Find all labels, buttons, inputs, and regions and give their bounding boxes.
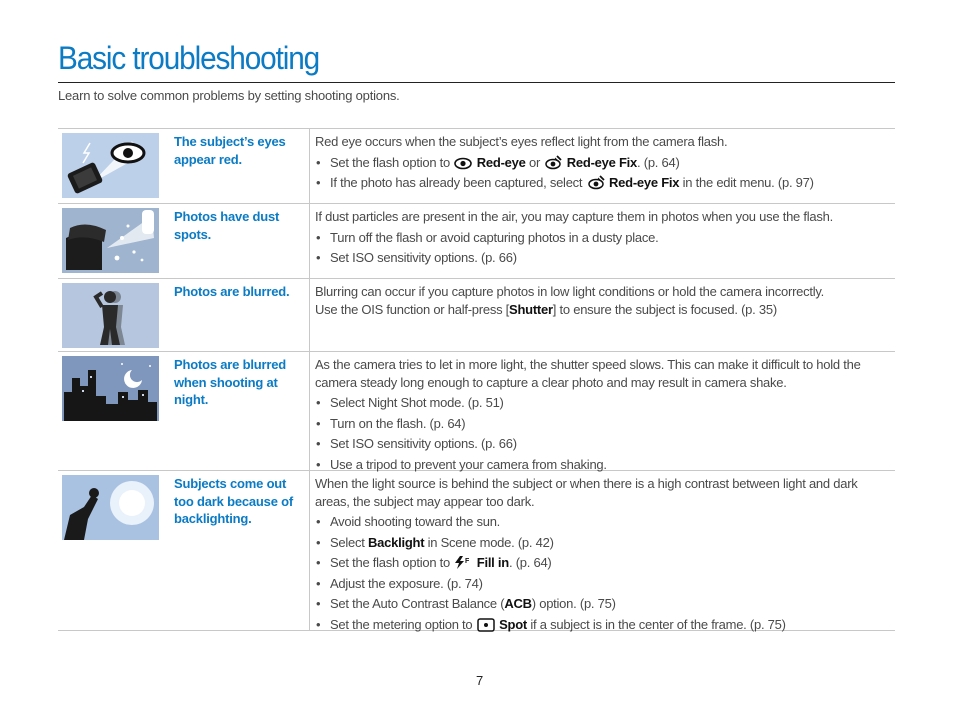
- list-item: • Set ISO sensitivity options. (p. 66): [315, 249, 887, 267]
- solution-intro: If dust particles are present in the air, you may capture them in photos when you use the flash.: [315, 209, 833, 224]
- page-title: Basic troubleshooting: [58, 40, 320, 76]
- night-city-illustration-icon: [62, 356, 159, 421]
- problem-label: Photos are blurred.: [174, 284, 290, 299]
- problem-label: Photos are blurred when shooting at night.: [174, 357, 286, 407]
- red-eye-illustration-icon: [62, 133, 159, 198]
- solution-intro-2: Use the OIS function or half-press [Shutter] to ensure the subject is focused. (p. 35): [315, 301, 777, 317]
- list-item: • If the photo has already been captured, select Red-eye Fix in the edit menu. (p. 97): [315, 174, 887, 192]
- list-item: • Set ISO sensitivity options. (p. 66): [315, 435, 887, 453]
- list-item: • Select Backlight in Scene mode. (p. 42): [315, 534, 887, 552]
- page-number: 7: [476, 673, 484, 688]
- fill-in-flash-icon: [454, 555, 472, 570]
- list-item: • Set the flash option to F Fill in. (p. 64): [315, 554, 887, 572]
- red-eye-flash-icon: [454, 157, 472, 170]
- solution-intro: Blurring can occur if you capture photos in low light conditions or hold the camera incorrectly.: [315, 284, 825, 299]
- list-item: • Turn on the flash. (p. 64): [315, 415, 887, 433]
- solution-cell: [309, 279, 895, 351]
- table-row-backlighting: [58, 471, 895, 631]
- dust-spots-illustration-icon: [62, 208, 159, 273]
- solution-intro: When the light source is behind the subject or when there is a high contrast between light and dark areas, the subject may appear too dark.: [315, 476, 858, 509]
- problem-label: The subject’s eyes appear red.: [174, 134, 286, 167]
- list-item: • Adjust the exposure. (p. 74): [315, 575, 887, 593]
- solution-cell: [309, 129, 895, 203]
- red-eye-fix-icon: [587, 175, 605, 190]
- list-item: • Avoid shooting toward the sun.: [315, 513, 887, 531]
- problem-label: Subjects come out too dark because of backlighting.: [174, 476, 294, 526]
- list-item: • Turn off the flash or avoid capturing photos in a dusty place.: [315, 229, 887, 247]
- title-divider: [58, 82, 895, 83]
- solution-cell: [309, 471, 895, 630]
- table-row-night-blur: [58, 352, 895, 471]
- page-subtitle: Learn to solve common problems by setting shooting options.: [58, 88, 400, 103]
- solution-cell: [309, 352, 895, 470]
- list-item: • Set the metering option to Spot if a subject is in the center of the frame. (p. 75): [315, 616, 887, 634]
- list-item: • Use a tripod to prevent your camera from shaking.: [315, 456, 887, 474]
- troubleshooting-table: [58, 128, 895, 631]
- blurred-person-illustration-icon: [62, 283, 159, 348]
- red-eye-fix-icon: [544, 155, 562, 170]
- list-item: • Set the flash option to Red-eye or Red-eye Fix. (p. 64): [315, 154, 887, 172]
- solution-cell: [309, 204, 895, 278]
- list-item: • Set the Auto Contrast Balance (ACB) option. (p. 75): [315, 595, 887, 613]
- solution-intro: Red eye occurs when the subject’s eyes reflect light from the camera flash.: [315, 134, 728, 149]
- solution-intro: As the camera tries to let in more light, the shutter speed slows. This can make it difficult to hold the camera steady long enough to capture a clear photo and may result in camera shake.: [315, 357, 861, 390]
- table-row-blurred: [58, 279, 895, 352]
- list-item: • Select Night Shot mode. (p. 51): [315, 394, 887, 412]
- backlit-person-illustration-icon: [62, 475, 159, 540]
- svg-text:F: F: [465, 558, 470, 565]
- table-row-red-eye: [58, 129, 895, 204]
- spot-metering-icon: [477, 618, 495, 632]
- table-row-dust-spots: [58, 204, 895, 279]
- problem-label: Photos have dust spots.: [174, 209, 280, 242]
